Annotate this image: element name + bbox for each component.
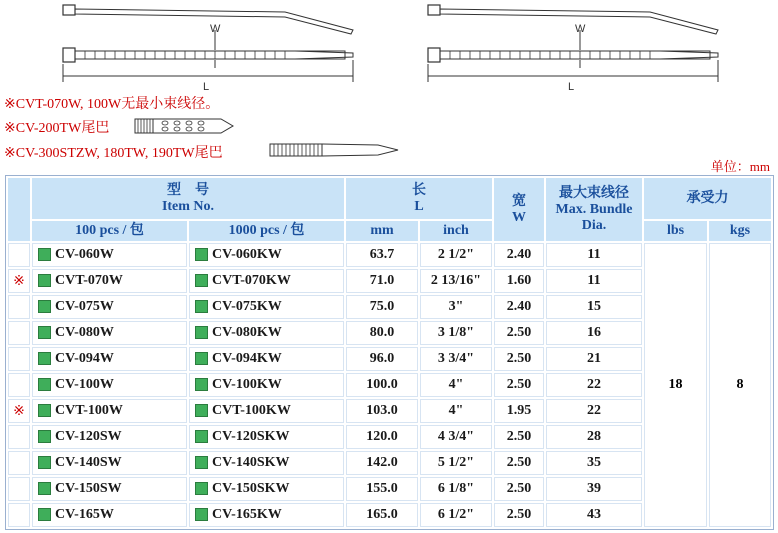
item-header-en: Item No.: [161, 198, 215, 214]
w-label: W: [210, 23, 221, 35]
row-mark: [8, 503, 30, 527]
lbs-value: 18: [644, 243, 707, 527]
bundle-dia-cell: 15: [546, 295, 642, 319]
green-square-icon: [195, 300, 208, 313]
green-square-icon: [195, 482, 208, 495]
green-square-icon: [195, 352, 208, 365]
green-square-icon: [195, 326, 208, 339]
width-cell: 2.50: [494, 477, 544, 501]
unit-label: 单位：mm: [710, 159, 770, 174]
length-inch-cell: 5 1/2": [420, 451, 492, 475]
item-100-cell: CV-150SW: [32, 477, 187, 501]
row-mark: [8, 477, 30, 501]
pack-100-header: 100 pcs / 包: [32, 221, 187, 241]
bundle-header-en2: Dia.: [581, 217, 607, 233]
green-square-icon: [38, 404, 51, 417]
width-cell: 2.50: [494, 425, 544, 449]
row-mark: [8, 321, 30, 345]
inch-header: inch: [420, 221, 492, 241]
item-100-cell: CV-165W: [32, 503, 187, 527]
l-label: L: [568, 81, 575, 92]
length-header-cn: 长: [412, 182, 426, 198]
length-inch-cell: 4": [420, 373, 492, 397]
length-mm-cell: 75.0: [346, 295, 418, 319]
kgs-value: 8: [709, 243, 771, 527]
row-mark: [8, 373, 30, 397]
width-header-cn: 宽: [512, 193, 526, 209]
width-cell: 2.50: [494, 347, 544, 371]
item-1000-cell: CV-100KW: [189, 373, 344, 397]
tail-shape-icon-2: [268, 140, 402, 162]
lbs-header: lbs: [644, 221, 707, 241]
bundle-dia-cell: 11: [546, 243, 642, 267]
row-mark: [8, 451, 30, 475]
bundle-dia-cell: 39: [546, 477, 642, 501]
item-100-cell: CV-075W: [32, 295, 187, 319]
length-header: [346, 178, 492, 219]
item-header: [32, 178, 344, 219]
item-1000-cell: CV-150SKW: [189, 477, 344, 501]
length-inch-cell: 4 3/4": [420, 425, 492, 449]
length-inch-cell: 6 1/2": [420, 503, 492, 527]
row-mark: [8, 347, 30, 371]
green-square-icon: [38, 456, 51, 469]
bundle-dia-cell: 16: [546, 321, 642, 345]
green-square-icon: [195, 430, 208, 443]
green-square-icon: [195, 248, 208, 261]
item-1000-cell: CV-140SKW: [189, 451, 344, 475]
green-square-icon: [38, 482, 51, 495]
mm-header: mm: [346, 221, 418, 241]
item-100-cell: CV-100W: [32, 373, 187, 397]
bundle-dia-cell: 35: [546, 451, 642, 475]
item-100-cell: CVT-070W: [32, 269, 187, 293]
tail-shape-icon-1: [133, 116, 235, 138]
width-cell: 2.40: [494, 295, 544, 319]
width-cell: 2.50: [494, 321, 544, 345]
width-cell: 2.40: [494, 243, 544, 267]
bundle-header-cn: 最大束线径: [559, 185, 629, 201]
width-cell: 2.50: [494, 451, 544, 475]
length-mm-cell: 80.0: [346, 321, 418, 345]
length-inch-cell: 4": [420, 399, 492, 423]
item-100-cell: CVT-100W: [32, 399, 187, 423]
length-mm-cell: 63.7: [346, 243, 418, 267]
row-mark: ※: [8, 399, 30, 423]
length-mm-cell: 96.0: [346, 347, 418, 371]
green-square-icon: [195, 456, 208, 469]
bundle-dia-cell: 11: [546, 269, 642, 293]
green-square-icon: [38, 352, 51, 365]
kgs-header: kgs: [709, 221, 771, 241]
length-mm-cell: 142.0: [346, 451, 418, 475]
length-inch-cell: 3 1/8": [420, 321, 492, 345]
green-square-icon: [195, 274, 208, 287]
item-1000-cell: CV-165KW: [189, 503, 344, 527]
mark-header: [8, 178, 30, 241]
bundle-dia-cell: 43: [546, 503, 642, 527]
bundle-dia-cell: 21: [546, 347, 642, 371]
length-mm-cell: 71.0: [346, 269, 418, 293]
item-1000-cell: CVT-100KW: [189, 399, 344, 423]
green-square-icon: [38, 326, 51, 339]
item-100-cell: CV-140SW: [32, 451, 187, 475]
bundle-header: [546, 178, 642, 241]
item-100-cell: CV-094W: [32, 347, 187, 371]
length-inch-cell: 3": [420, 295, 492, 319]
length-mm-cell: 103.0: [346, 399, 418, 423]
item-100-cell: CV-060W: [32, 243, 187, 267]
force-header: 承受力: [644, 178, 771, 219]
table-row: [8, 243, 771, 267]
cable-tie-spec-table: [5, 175, 774, 530]
bundle-dia-cell: 28: [546, 425, 642, 449]
length-inch-cell: 3 3/4": [420, 347, 492, 371]
item-1000-cell: CV-075KW: [189, 295, 344, 319]
length-mm-cell: 165.0: [346, 503, 418, 527]
green-square-icon: [38, 378, 51, 391]
pack-1000-header: 1000 pcs / 包: [189, 221, 344, 241]
width-cell: 2.50: [494, 373, 544, 397]
item-1000-cell: CV-080KW: [189, 321, 344, 345]
note-cv200tw-tail: ※CV-200TW尾巴: [4, 121, 110, 136]
cable-tie-diagram-left: [55, 0, 360, 92]
row-mark: [8, 425, 30, 449]
item-100-cell: CV-080W: [32, 321, 187, 345]
w-label: W: [575, 23, 586, 35]
bundle-dia-cell: 22: [546, 373, 642, 397]
width-header-en: W: [512, 209, 526, 225]
note-cv300stzw-tail: ※CV-300STZW, 180TW, 190TW尾巴: [4, 146, 223, 161]
length-mm-cell: 120.0: [346, 425, 418, 449]
length-header-en: L: [414, 198, 424, 214]
green-square-icon: [38, 430, 51, 443]
bundle-dia-cell: 22: [546, 399, 642, 423]
row-mark: ※: [8, 269, 30, 293]
length-inch-cell: 2 13/16": [420, 269, 492, 293]
length-mm-cell: 155.0: [346, 477, 418, 501]
length-mm-cell: 100.0: [346, 373, 418, 397]
item-100-cell: CV-120SW: [32, 425, 187, 449]
item-1000-cell: CV-094KW: [189, 347, 344, 371]
green-square-icon: [38, 274, 51, 287]
note-no-min-bundle: ※CVT-070W, 100W无最小束线径。: [4, 97, 220, 112]
item-1000-cell: CV-120SKW: [189, 425, 344, 449]
item-1000-cell: CV-060KW: [189, 243, 344, 267]
green-square-icon: [38, 508, 51, 521]
item-header-cn: 型 号: [167, 182, 209, 198]
length-inch-cell: 6 1/8": [420, 477, 492, 501]
item-1000-cell: CVT-070KW: [189, 269, 344, 293]
bundle-header-en1: Max. Bundle: [555, 201, 633, 217]
green-square-icon: [195, 404, 208, 417]
row-mark: [8, 243, 30, 267]
width-cell: 1.95: [494, 399, 544, 423]
width-cell: 1.60: [494, 269, 544, 293]
cable-tie-diagram-right: [420, 0, 725, 92]
green-square-icon: [38, 300, 51, 313]
green-square-icon: [195, 508, 208, 521]
length-inch-cell: 2 1/2": [420, 243, 492, 267]
width-cell: 2.50: [494, 503, 544, 527]
l-label: L: [203, 81, 210, 92]
green-square-icon: [38, 248, 51, 261]
row-mark: [8, 295, 30, 319]
width-header: [494, 178, 544, 241]
green-square-icon: [195, 378, 208, 391]
